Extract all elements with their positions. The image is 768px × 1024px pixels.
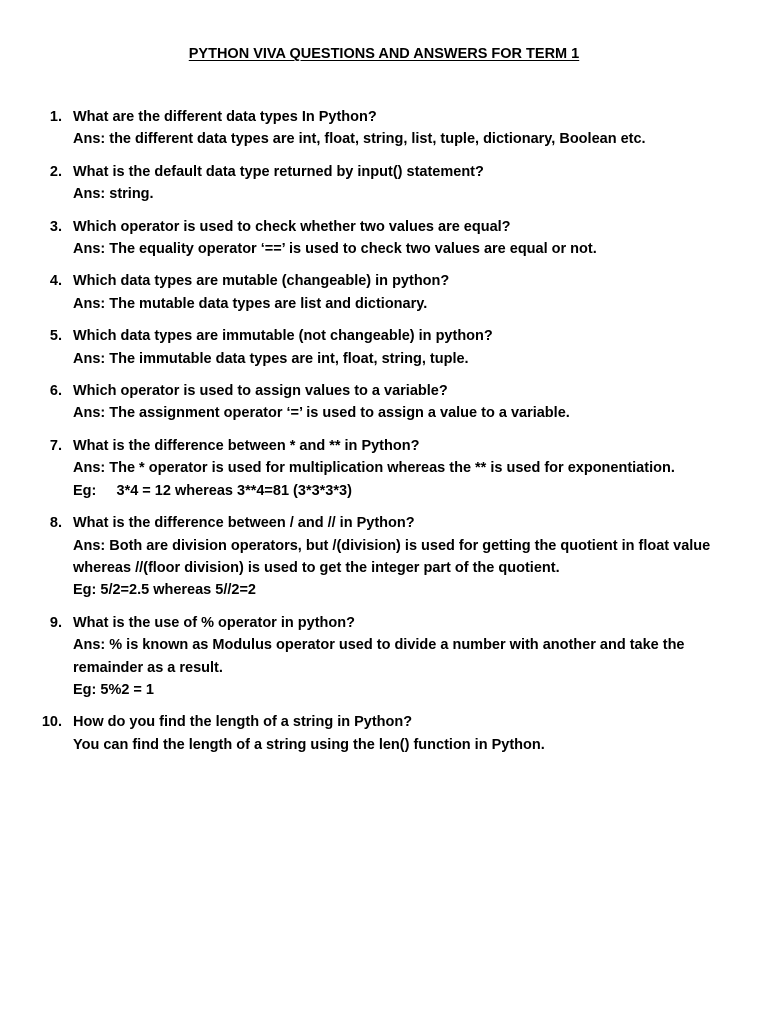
qa-item-1	[0, 106, 723, 151]
item-number: 1.	[49, 109, 62, 125]
item-number: 2.	[49, 163, 62, 180]
question-text: What is the difference between * and ** in Python?	[73, 437, 420, 454]
example-text: Eg: 5/2=2.5 whereas 5//2=2	[73, 582, 256, 599]
question-text: Which operator is used to check whether two values are equal?	[73, 218, 511, 235]
item-number: 9.	[49, 614, 62, 631]
question-text: What is the default data type returned by input() statement?	[73, 163, 484, 180]
question-text: Which data types are immutable (not changeable) in python?	[73, 328, 493, 345]
item-number: 10.	[41, 714, 62, 731]
qa-item-7	[0, 435, 723, 502]
answer-text: Ans: The assignment operator ‘=’ is used to assign a value to a variable.	[73, 405, 570, 422]
question-text: What is the difference between / and // in Python?	[73, 515, 415, 532]
question-text: What are the different data types In Python?	[73, 109, 377, 125]
qa-item-8	[0, 512, 723, 602]
qa-item-6	[0, 380, 723, 425]
answer-text: Ans: The * operator is used for multiplication whereas the ** is used for exponentiation.	[73, 460, 675, 477]
question-text: How do you find the length of a string in Python?	[73, 714, 413, 731]
qa-item-2	[0, 161, 723, 206]
item-number: 3.	[49, 218, 62, 235]
qa-item-10	[0, 711, 723, 756]
qa-item-3	[0, 216, 723, 261]
answer-text: Ans: string.	[73, 186, 154, 203]
answer-text: You can find the length of a string using the len() function in Python.	[73, 736, 545, 753]
answer-text: Ans: % is known as Modulus operator used to divide a number with another and take the remainder as a result.	[73, 637, 689, 676]
answer-text: Ans: The immutable data types are int, float, string, tuple.	[73, 350, 469, 367]
document-title-text: PYTHON VIVA QUESTIONS AND ANSWERS FOR TERM 1	[188, 46, 580, 62]
qa-list	[0, 106, 768, 766]
document-title	[0, 44, 768, 64]
answer-text: Ans: The equality operator ‘==’ is used to check two values are equal or not.	[73, 241, 597, 258]
qa-item-9	[0, 612, 723, 702]
item-number: 6.	[49, 383, 62, 400]
example-text: Eg: 3*4 = 12 whereas 3**4=81 (3*3*3*3)	[73, 482, 352, 499]
answer-text: Ans: Both are division operators, but /(division) is used for getting the quotient in float value whereas //(floor division) is used to get the integer part of the quotient.	[73, 537, 715, 576]
example-text: Eg: 5%2 = 1	[73, 681, 154, 698]
item-number: 4.	[49, 273, 62, 290]
item-number: 8.	[49, 515, 62, 532]
qa-item-4	[0, 270, 723, 315]
qa-item-5	[0, 325, 723, 370]
item-number: 5.	[49, 328, 62, 345]
question-text: What is the use of % operator in python?	[73, 614, 355, 631]
question-text: Which operator is used to assign values to a variable?	[73, 383, 448, 400]
item-number: 7.	[49, 437, 62, 454]
answer-text: Ans: the different data types are int, float, string, list, tuple, dictionary, Boolean etc.	[73, 131, 646, 148]
answer-text: Ans: The mutable data types are list and dictionary.	[73, 295, 428, 312]
question-text: Which data types are mutable (changeable) in python?	[73, 273, 450, 290]
